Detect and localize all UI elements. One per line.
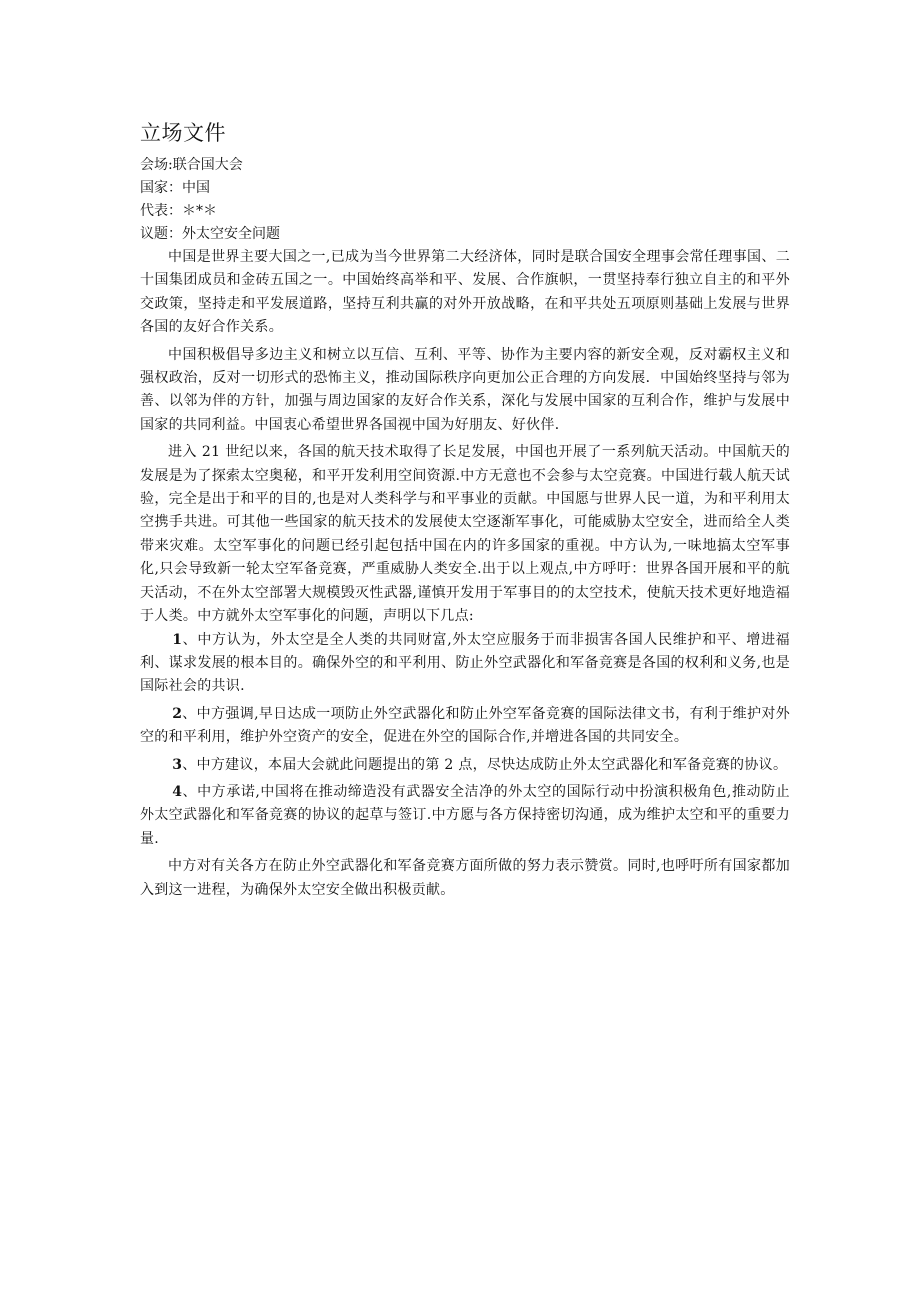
point-text: 、中方认为，外太空是全人类的共同财富,外太空应服务于而非损害各国人民维护和平、增进福利、谋求发展的根本目的。确保外空的和平利用、防止外空武器化和军备竞赛是各国的权利和义务,也是国际社会的共识. xyxy=(140,631,790,695)
point-1 xyxy=(140,629,790,699)
point-2 xyxy=(140,703,790,750)
meta-country: 国家：中国 xyxy=(140,180,210,196)
point-text: 、中方强调,早日达成一项防止外空武器化和防止外空军备竞赛的国际法律文书，有利于维护对外空的和平利用，维护外空资产的安全，促进在外空的国际合作,并增进各国的共同安全。 xyxy=(140,705,790,746)
point-number: 3 xyxy=(172,756,183,773)
meta-venue: 会场:联合国大会 xyxy=(140,157,243,173)
point-3 xyxy=(140,754,790,777)
point-text: 、中方承诺,中国将在推动缔造没有武器安全洁净的外太空的国际行动中扮演积极角色,推动防止外太空武器化和军备竞赛的协议的起草与签订.中方愿与各方保持密切沟通，成为维护太空和平的重要力量. xyxy=(140,783,790,847)
document-page xyxy=(140,118,790,902)
paragraph-space-activities: 进入 21 世纪以来，各国的航天技术取得了长足发展，中国也开展了一系列航天活动。中国航天的发展是为了探索太空奥秘，和平开发利用空间资源.中方无意也不会参与太空竞赛。中国进行载人航天试验，完全是出于和平的目的,也是对人类科学与和平事业的贡献。中国愿与世界人民一道，为和平利用太空携手共进。可其他一些国家的航天技术的发展使太空逐渐军事化，可能威胁太空安全，进而给全人类带来灾难。太空军事化的问题已经引起包括中国在内的许多国家的重视。中方认为,一味地搞太空军事化,只会导致新一轮太空军备竞赛，严重威胁人类安全.出于以上观点,中方呼吁：世界各国开展和平的航天活动，不在外太空部署大规模毁灭性武器,谨慎开发用于军事目的的太空技术，使航天技术更好地造福于人类。中方就外太空军事化的问题，声明以下几点: xyxy=(140,444,790,625)
point-number: 2 xyxy=(172,705,183,722)
document-title: 立场文件 xyxy=(140,121,226,145)
paragraph-closing: 中方对有关各方在防止外空武器化和军备竞赛方面所做的努力表示赞赏。同时,也呼吁所有国家都加入到这一进程，为确保外太空安全做出积极贡献。 xyxy=(140,858,790,898)
point-number: 1 xyxy=(172,631,183,648)
point-text: 、中方建议，本届大会就此问题提出的第 2 点，尽快达成防止外太空武器化和军备竞赛的协议。 xyxy=(182,756,788,773)
meta-topic: 议题：外太空安全问题 xyxy=(140,226,280,242)
paragraph-security-concept: 中国积极倡导多边主义和树立以互信、互利、平等、协作为主要内容的新安全观，反对霸权主义和强权政治，反对一切形式的恐怖主义，推动国际秩序向更加公正合理的方向发展．中国始终坚持与邻为善、以邻为伴的方针，加强与周边国家的友好合作关系，深化与发展中国家的互利合作，维护与发展中国家的共同利益。中国衷心希望世界各国视中国为好朋友、好伙伴． xyxy=(140,346,790,433)
paragraph-intro: 中国是世界主要大国之一,已成为当今世界第二大经济体，同时是联合国安全理事会常任理事国、二十国集团成员和金砖五国之一。中国始终高举和平、发展、合作旗帜，一贯坚持奉行独立自主的和平外交政策，坚持走和平发展道路，坚持互利共赢的对外开放战略，在和平共处五项原则基础上发展与世界各国的友好合作关系。 xyxy=(140,249,790,336)
point-number: 4 xyxy=(172,783,183,800)
point-4 xyxy=(140,781,790,851)
meta-delegate: 代表：＊*＊ xyxy=(140,203,217,219)
